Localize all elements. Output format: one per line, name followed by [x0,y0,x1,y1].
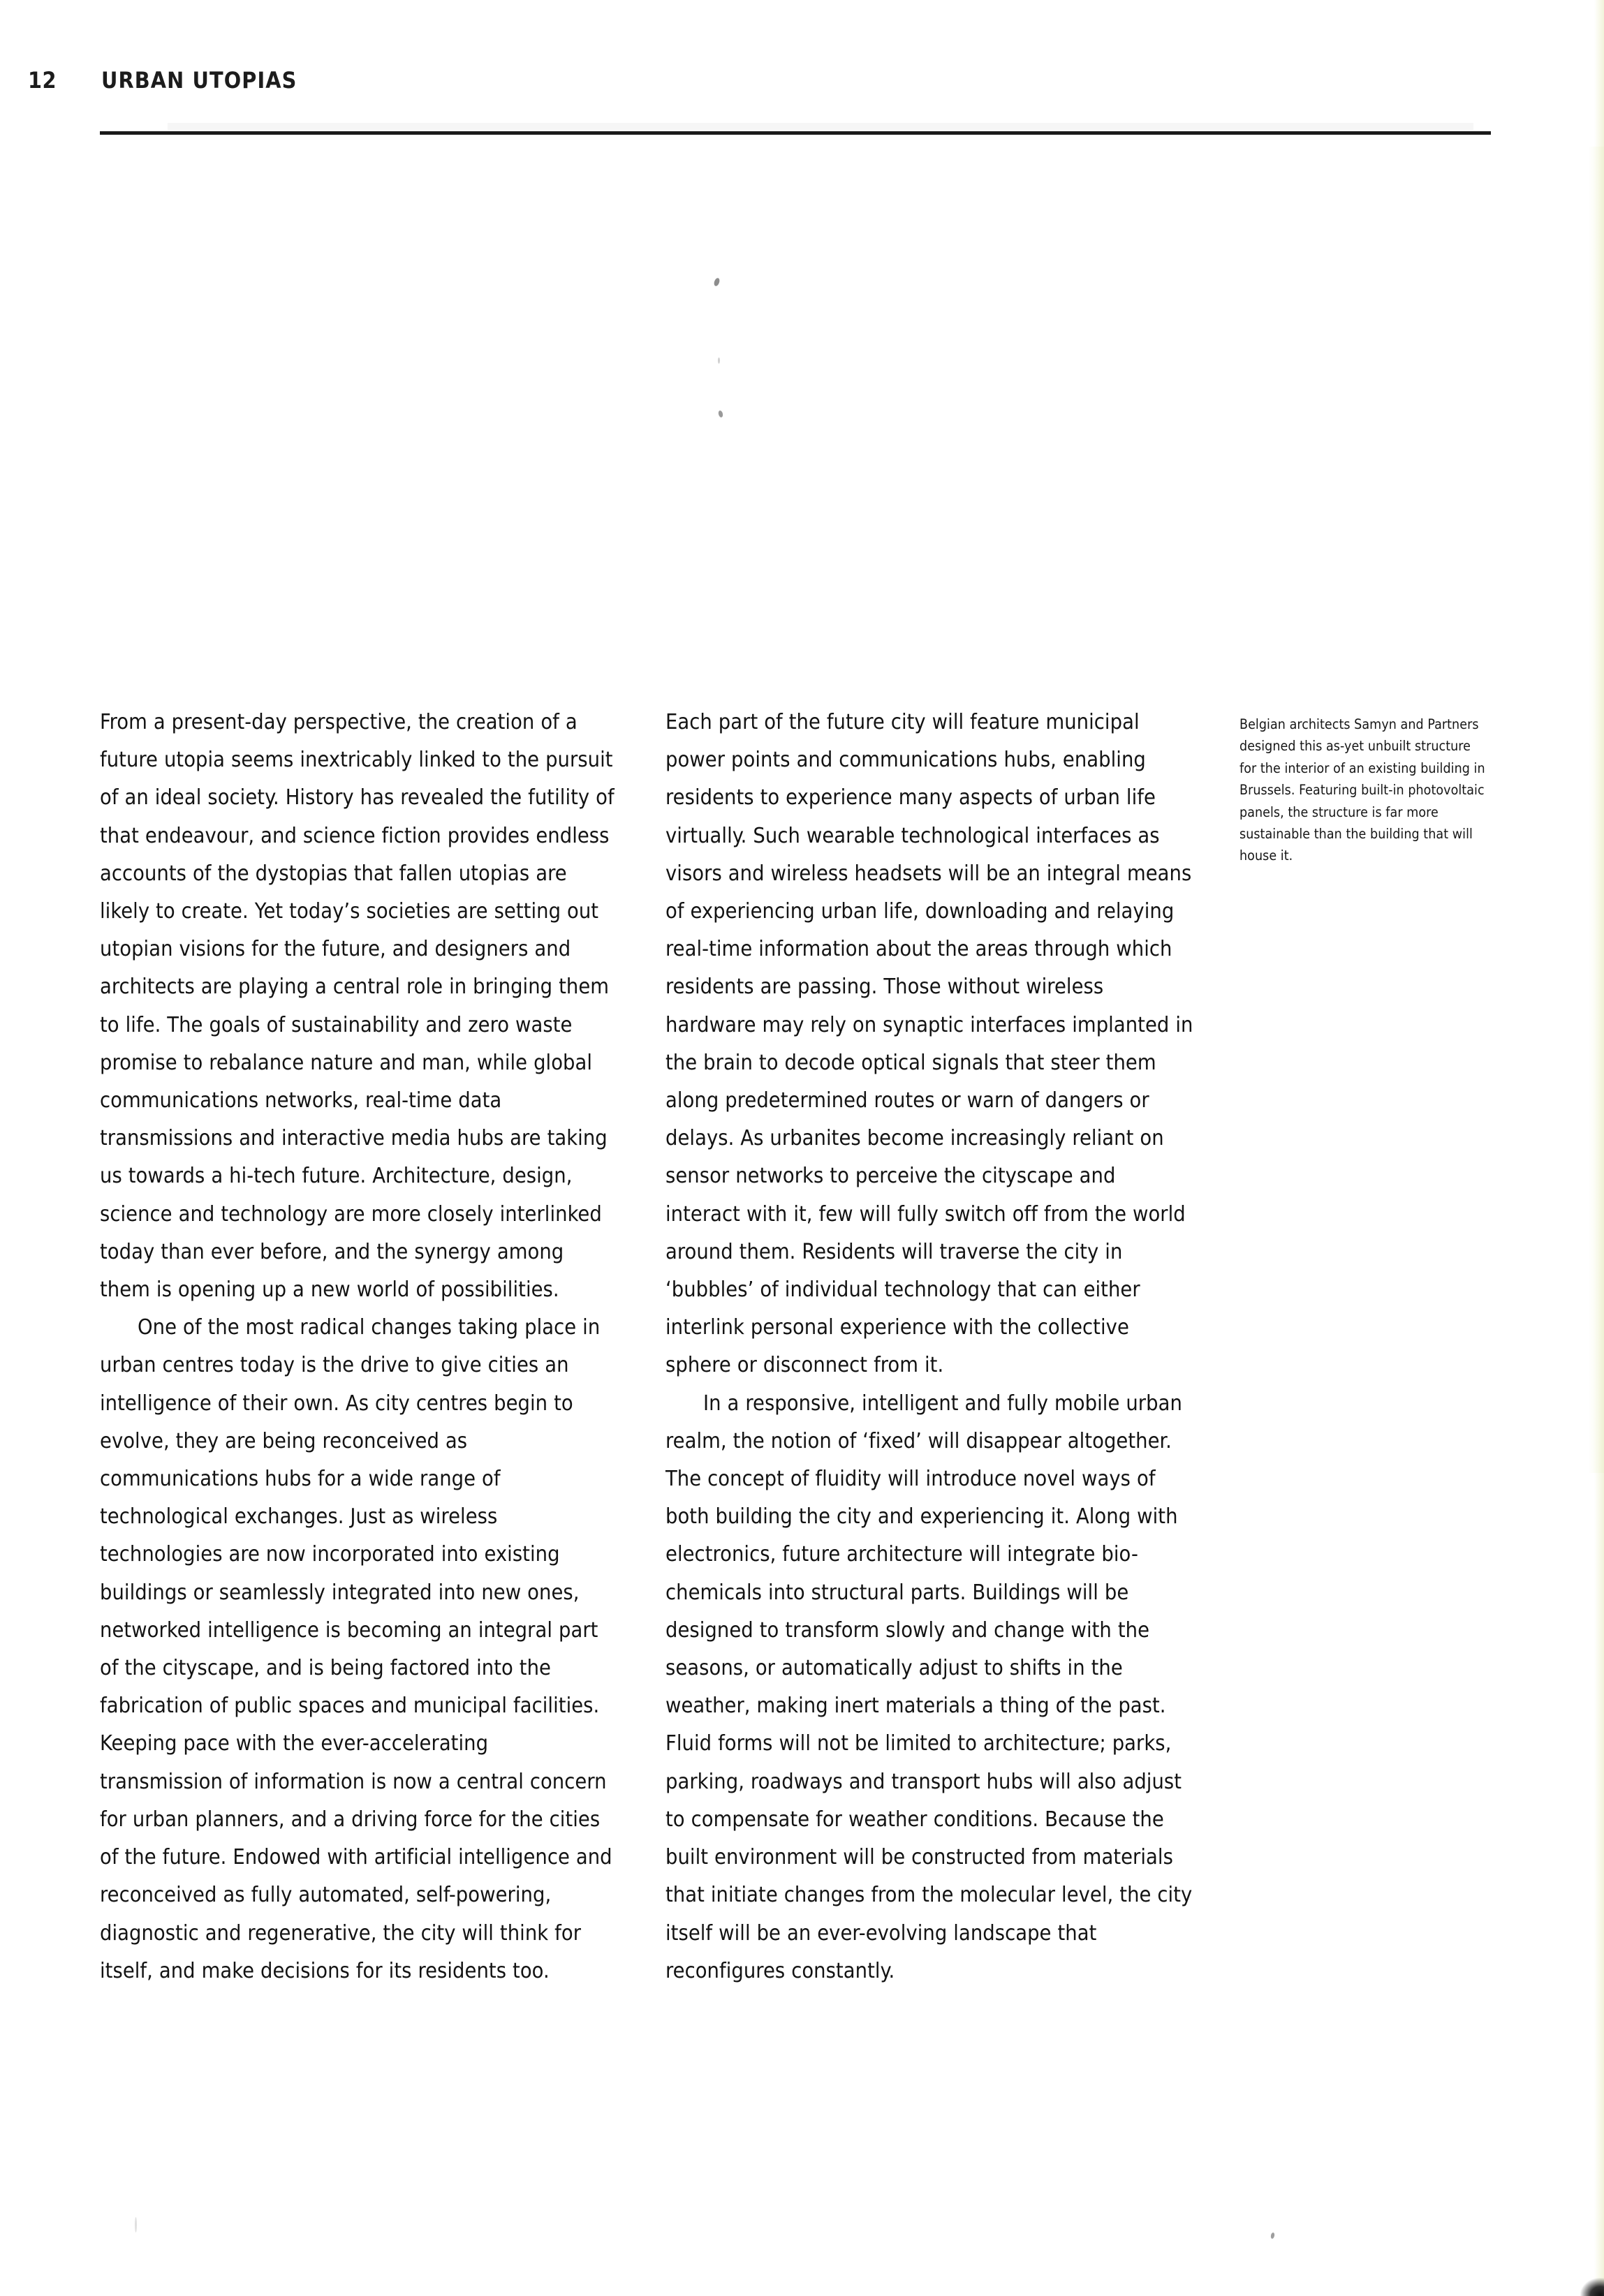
scan-speck [718,357,720,364]
corner-scan-mark [1580,2278,1604,2296]
page-number: 12 [28,67,57,94]
body-column-right [665,704,1196,1990]
scan-speck [718,410,723,417]
running-head-title: URBAN UTOPIAS [101,67,297,94]
scan-speck [135,2217,137,2232]
scan-edge-artifact-secondary [1589,147,1604,1473]
paragraph: One of the most radical changes taking place in urban centres today is the drive to give cities an intelligence of their own. As city centres begin to evolve, they are being reconceived as communications hubs for a wide range of technological exchanges. Just as wireless technologies are now incorporated into existing buildings or seamlessly integrated into new ones, networked intelligence is becoming an integral part of the cityscape, and is being factored into the fabrication of public spaces and municipal facilities. Keeping pace with the ever-accelerating transmission of information is now a central concern for urban planners, and a driving force for the cities of the future. Endowed with artificial intelligence and reconceived as fully automated, self-powering, diagnostic and regenerative, the city will think for itself, and make decisions for its residents too. [100,1315,612,1983]
caption-text: Belgian architects Samyn and Partners designed this as-yet unbuilt structure for the interior of an existing building in Brussels. Featuring built-in photovoltaic panels, the structure is far more sustainable than the building that will house it. [1239,716,1485,864]
body-column-left [100,704,617,1990]
paragraph: In a responsive, intelligent and fully mobile urban realm, the notion of ‘fixed’ will disappear altogether. The concept of fluidity will introduce novel ways of both building the city and experiencing it. Along with electronics, future architecture will integrate bio-chemicals into structural parts. Buildings will be designed to transform slowly and change with the seasons, or automatically adjust to shifts in the weather, making inert materials a thing of the past. Fluid forms will not be limited to architecture; parks, parking, roadways and transport hubs will also adjust to compensate for weather conditions. Because the built environment will be constructed from materials that initiate changes from the molecular level, the city itself will be an ever-evolving landscape that reconfigures constantly. [665,1391,1193,1983]
scan-edge-artifact [1594,0,1604,2296]
page-header [28,67,297,94]
scan-speck [1270,2232,1275,2239]
header-rule-shadow [168,123,1473,130]
margin-caption [1239,713,1491,867]
paragraph: Each part of the future city will feature municipal power points and communications hubs, enabling residents to experience many aspects of urban life virtually. Such wearable technological interfaces as visors and wireless headsets will be an integral means of experiencing urban life, downloading and relaying real-time information about the areas through which residents are passing. Those without wireless hardware may rely on synaptic interfaces implanted in the brain to decode optical signals that steer them along predetermined routes or warn of dangers or delays. As urbanites become increasingly reliant on sensor networks to perceive the cityscape and interact with it, few will fully switch off from the world around them. Residents will traverse the city in ‘bubbles’ of individual technology that can either interlink personal experience with the collective sphere or disconnect from it. [665,710,1193,1378]
scan-speck [713,277,721,287]
header-rule [100,131,1491,135]
paragraph: From a present-day perspective, the creation of a future utopia seems inextricably linked to the pursuit of an ideal society. History has revealed the futility of that endeavour, and science fiction provides endless accounts of the dystopias that fallen utopias are likely to create. Yet today’s societies are setting out utopian visions for the future, and designers and architects are playing a central role in bringing them to life. The goals of sustainability and zero waste promise to rebalance nature and man, while global communications networks, real-time data transmissions and interactive media hubs are taking us towards a hi-tech future. Architecture, design, science and technology are more closely interlinked today than ever before, and the synergy among them is opening up a new world of possibilities. [100,710,615,1303]
